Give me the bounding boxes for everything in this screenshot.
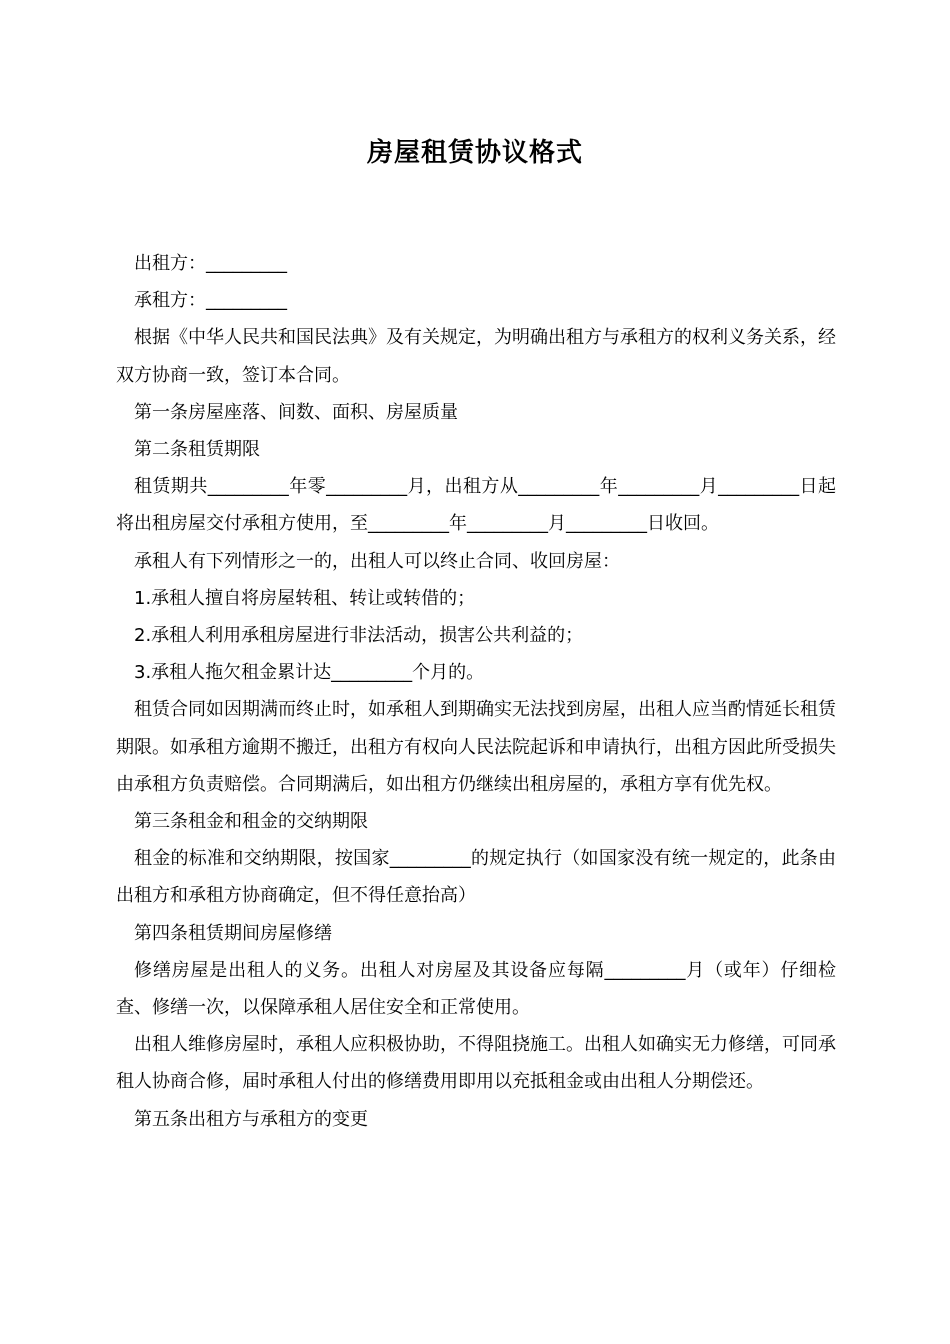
- termination-item-2: 2.承租人利用承租房屋进行非法活动，损害公共利益的；: [134, 625, 584, 647]
- termination-item-3: 3.承租人拖欠租金累计达_________个月的。: [134, 662, 485, 684]
- article-4-heading: 第四条租赁期间房屋修缮: [134, 922, 332, 944]
- article-1-heading: 第一条房屋座落、间数、面积、房屋质量: [134, 401, 458, 423]
- article-5-heading: 第五条出租方与承租方的变更: [134, 1108, 368, 1130]
- termination-item-1: 1.承租人擅自将房屋转租、转让或转借的；: [134, 587, 476, 609]
- article-3-heading: 第三条租金和租金的交纳期限: [134, 811, 368, 833]
- lease-term-paragraph: 租赁期共_________年零_________月，出租方从_________年_________月_________日起将出租房屋交付承租方使用，至_________年_________月_________日收回。: [116, 476, 836, 535]
- termination-intro: 承租人有下列情形之一的，出租人可以终止合同、收回房屋：: [134, 550, 620, 572]
- document-title: 房屋租赁协议格式: [366, 138, 583, 168]
- lessee-line: 承租方：_________: [134, 290, 287, 312]
- preamble-paragraph: 根据《中华人民共和国民法典》及有关规定，为明确出租方与承租方的权利义务关系，经双方协商一致，签订本合同。: [116, 327, 836, 386]
- lessor-line: 出租方：_________: [134, 253, 287, 274]
- repair-paragraph-2: 出租人维修房屋时，承租人应积极协助，不得阻挠施工。出租人如确实无力修缮，可同承租人协商合修，届时承租人付出的修缮费用即用以充抵租金或由出租人分期偿还。: [116, 1034, 836, 1093]
- article-2-heading: 第二条租赁期限: [134, 439, 260, 461]
- document-body: [116, 245, 836, 1138]
- repair-paragraph-1: 修缮房屋是出租人的义务。出租人对房屋及其设备应每隔_________月（或年）仔细检查、修缮一次，以保障承租人居住安全和正常使用。: [116, 959, 836, 1019]
- rent-paragraph: 租金的标准和交纳期限，按国家_________的规定执行（如国家没有统一规定的，此条由出租方和承租方协商确定，但不得任意抬高）: [116, 848, 836, 907]
- expiry-paragraph: 租赁合同如因期满而终止时，如承租人到期确实无法找到房屋，出租人应当酌情延长租赁期限。如承租方逾期不搬迁，出租方有权向人民法院起诉和申请执行，出租方因此所受损失由承租方负责赔偿。合同期满后，如出租方仍继续出租房屋的，承租方享有优先权。: [116, 699, 836, 795]
